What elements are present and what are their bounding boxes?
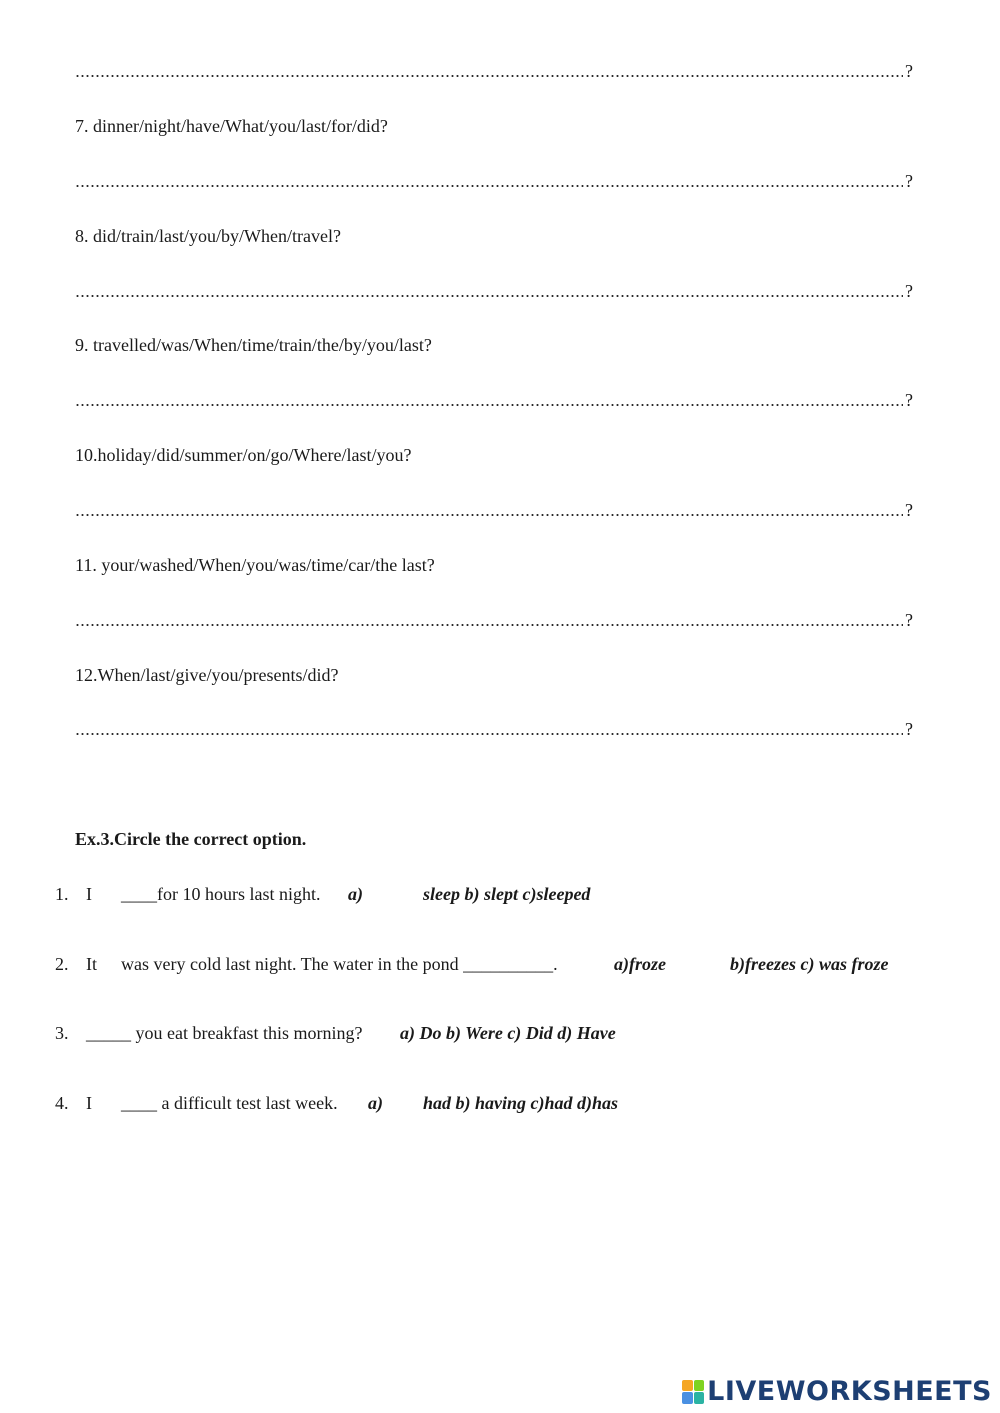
answer-line-12[interactable] — [75, 718, 913, 740]
item-4-number: 4. — [55, 1093, 69, 1113]
answer-line-7[interactable] — [75, 170, 913, 192]
item-4-subject: I — [86, 1093, 92, 1113]
question-mark: ? — [905, 61, 913, 81]
item-2-sentence: was very cold last night. The water in the pond __________. — [121, 954, 558, 974]
item-3-number: 3. — [55, 1023, 69, 1043]
item-4-option-a[interactable]: a) — [368, 1093, 383, 1113]
item-3-sentence: _____ you eat breakfast this morning? — [86, 1023, 363, 1043]
exercise-3-heading: Ex.3.Circle the correct option. — [75, 829, 307, 849]
item-2-number: 2. — [55, 954, 69, 974]
dotted-fill — [75, 294, 903, 298]
question-mark: ? — [905, 719, 913, 739]
answer-line-9[interactable] — [75, 389, 913, 411]
item-2-options[interactable]: b)freezes c) was froze — [730, 954, 889, 974]
dotted-fill — [75, 184, 903, 188]
question-mark: ? — [905, 171, 913, 191]
item-2-option-a[interactable]: a)froze — [614, 954, 666, 974]
question-8: 8. did/train/last/you/by/When/travel? — [75, 226, 341, 246]
question-12: 12.When/last/give/you/presents/did? — [75, 665, 339, 685]
answer-line-6[interactable] — [75, 60, 913, 82]
item-1-option-a[interactable]: a) — [348, 884, 363, 904]
question-mark: ? — [905, 281, 913, 301]
item-4-options[interactable]: had b) having c)had d)has — [423, 1093, 619, 1113]
item-2-subject: It — [86, 954, 97, 974]
dotted-fill — [75, 623, 903, 627]
dotted-fill — [75, 403, 903, 407]
question-mark: ? — [905, 610, 913, 630]
answer-line-8[interactable] — [75, 280, 913, 302]
question-7: 7. dinner/night/have/What/you/last/for/did? — [75, 116, 388, 136]
logo-block-3 — [682, 1392, 693, 1404]
item-3-options[interactable]: a) Do b) Were c) Did d) Have — [400, 1023, 616, 1043]
question-11: 11. your/washed/When/you/was/time/car/the last? — [75, 555, 435, 575]
liveworksheets-logo — [682, 1376, 992, 1407]
liveworksheets-logo-icon — [682, 1380, 704, 1404]
question-10: 10.holiday/did/summer/on/go/Where/last/you? — [75, 445, 412, 465]
question-mark: ? — [905, 500, 913, 520]
logo-block-2 — [694, 1380, 705, 1392]
answer-line-10[interactable] — [75, 499, 913, 521]
item-4-sentence: ____ a difficult test last week. — [121, 1093, 338, 1113]
question-9: 9. travelled/was/When/time/train/the/by/you/last? — [75, 335, 432, 355]
item-1-subject: I — [86, 884, 92, 904]
item-1-number: 1. — [55, 884, 69, 904]
question-mark: ? — [905, 390, 913, 410]
logo-block-4 — [694, 1392, 705, 1404]
answer-line-11[interactable] — [75, 609, 913, 631]
item-1-options[interactable]: sleep b) slept c)sleeped — [423, 884, 591, 904]
item-1-sentence: ____for 10 hours last night. — [121, 884, 321, 904]
logo-text: LIVEWORKSHEETS — [707, 1376, 992, 1407]
dotted-fill — [75, 74, 903, 78]
dotted-fill — [75, 732, 903, 736]
dotted-fill — [75, 513, 903, 517]
logo-block-1 — [682, 1380, 693, 1392]
